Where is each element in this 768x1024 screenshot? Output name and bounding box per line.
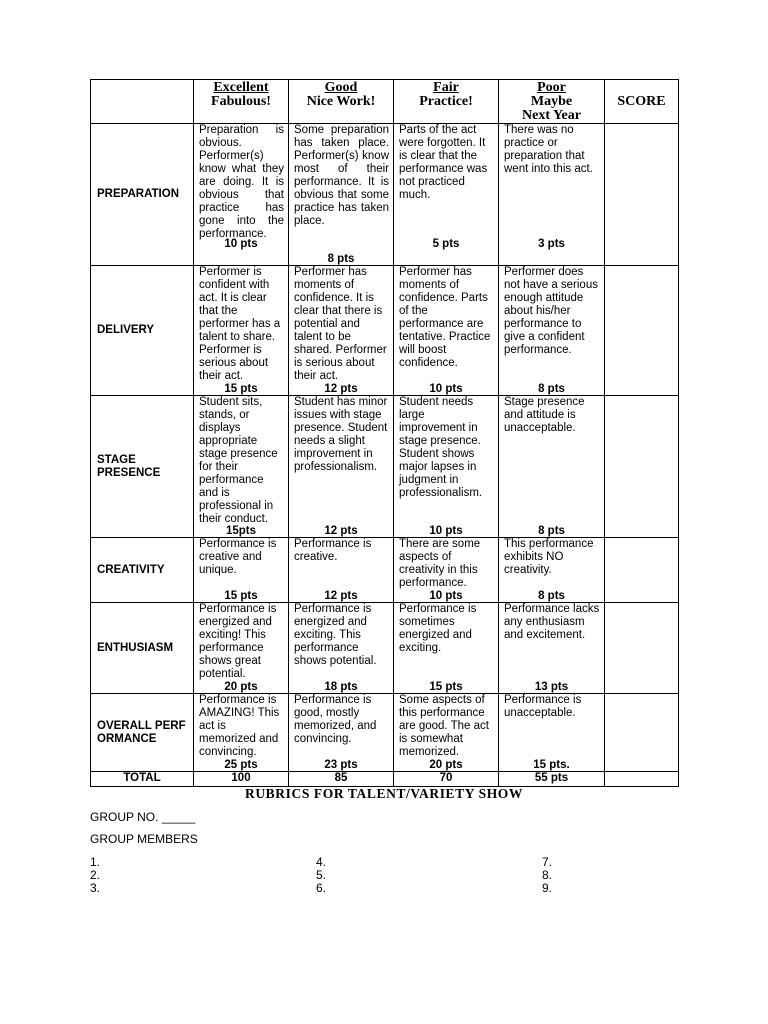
rubric-cell: Some aspects of this performance are good. The act is somewhat memorized. 20 pts [394, 694, 499, 772]
score-cell[interactable] [605, 396, 679, 538]
header-good: Good Nice Work! [289, 80, 394, 124]
rubric-cell: There was no practice or preparation that went into this act. 3 pts [499, 124, 605, 266]
member-number: 7. [542, 855, 553, 869]
total-value: 100 [194, 772, 289, 787]
row-creativity [91, 538, 679, 603]
score-cell[interactable] [605, 694, 679, 772]
header-score: SCORE [605, 80, 679, 124]
total-row [91, 772, 679, 787]
rubric-cell: Parts of the act were forgotten. It is clear that the performance was not practiced much. 5 pts [394, 124, 499, 266]
member-number: 1. [90, 855, 101, 869]
rubric-cell: Performer has moments of confidence. It is clear that there is potential and talent to be shared. Performer is serious about their act. 12 pts [289, 266, 394, 396]
rubric-cell: Performer has moments of confidence. Parts of the performance are tentative. Practice will boost confidence. 10 pts [394, 266, 499, 396]
criterion-label: OVERALL PERFORMANCE [91, 694, 194, 772]
criterion-label: DELIVERY [91, 266, 194, 396]
rubric-cell: Performance is creative and unique. 15 pts [194, 538, 289, 603]
member-number: 2. [90, 868, 101, 882]
criterion-label: CREATIVITY [91, 538, 194, 603]
header-excellent: Excellent Fabulous! [194, 80, 289, 124]
rubric-cell: Student needs large improvement in stage presence. Student shows major lapses in judgment in professionalism. 10 pts [394, 396, 499, 538]
score-cell[interactable] [605, 603, 679, 694]
rubric-cell: Performance is AMAZING! This act is memorized and convincing. 25 pts [194, 694, 289, 772]
member-number: 5. [316, 868, 327, 882]
rubric-cell: Some preparation has taken place. Performer(s) know most of their performance. It is obvious that some practice has taken place. 8 pts [289, 124, 394, 266]
row-enthusiasm [91, 603, 679, 694]
total-score-cell[interactable] [605, 772, 679, 787]
member-number: 3. [90, 881, 101, 895]
group-number-field: GROUP NO. _____ [90, 810, 196, 824]
row-stage-presence [91, 396, 679, 538]
rubric-cell: Performer is confident with act. It is clear that the performer has a talent to share. Performer is serious about their act. 15 pts [194, 266, 289, 396]
rubric-table [90, 79, 679, 787]
rubric-cell: Student sits, stands, or displays appropriate stage presence for their performance and is professional in their conduct. 15pts [194, 396, 289, 538]
group-members-label: GROUP MEMBERS [90, 832, 198, 846]
rubric-cell: Performer does not have a serious enough attitude about his/her performance to give a confident performance. 8 pts [499, 266, 605, 396]
header-fair: Fair Practice! [394, 80, 499, 124]
row-delivery [91, 266, 679, 396]
corner-cell [91, 80, 194, 124]
row-preparation [91, 124, 679, 266]
member-number: 4. [316, 855, 327, 869]
member-number: 6. [316, 881, 327, 895]
criterion-label: ENTHUSIASM [91, 603, 194, 694]
score-cell[interactable] [605, 266, 679, 396]
rubric-cell: Performance is energized and exciting. This performance shows potential. 18 pts [289, 603, 394, 694]
rubric-cell: Performance lacks any enthusiasm and excitement. 13 pts [499, 603, 605, 694]
total-label: TOTAL [91, 772, 194, 787]
member-number: 8. [542, 868, 553, 882]
rubric-cell: Preparation is obvious. Performer(s) know what they are doing. It is obvious that practice has gone into the performance. 10 pts [194, 124, 289, 266]
total-value: 70 [394, 772, 499, 787]
header-poor: Poor Maybe Next Year [499, 80, 605, 124]
rubric-cell: Performance is good, mostly memorized, and convincing. 23 pts [289, 694, 394, 772]
score-cell[interactable] [605, 124, 679, 266]
rubric-cell: Performance is sometimes energized and exciting. 15 pts [394, 603, 499, 694]
rubric-cell: Performance is creative. 12 pts [289, 538, 394, 603]
rubric-cell: Performance is unacceptable. 15 pts. [499, 694, 605, 772]
rubric-cell: Student has minor issues with stage presence. Student needs a slight improvement in professionalism. 12 pts [289, 396, 394, 538]
score-cell[interactable] [605, 538, 679, 603]
member-number: 9. [542, 881, 553, 895]
header-row [91, 80, 679, 124]
rubric-cell: There are some aspects of creativity in this performance. 10 pts [394, 538, 499, 603]
rubric-cell: Stage presence and attitude is unacceptable. 8 pts [499, 396, 605, 538]
document-title: RUBRICS FOR TALENT/VARIETY SHOW [244, 786, 524, 801]
rubric-cell: Performance is energized and exciting! This performance shows great potential. 20 pts [194, 603, 289, 694]
rubric-cell: This performance exhibits NO creativity. 8 pts [499, 538, 605, 603]
total-value: 55 pts [499, 772, 605, 787]
row-overall-performance [91, 694, 679, 772]
criterion-label: PREPARATION [91, 124, 194, 266]
criterion-label: STAGE PRESENCE [91, 396, 194, 538]
total-value: 85 [289, 772, 394, 787]
